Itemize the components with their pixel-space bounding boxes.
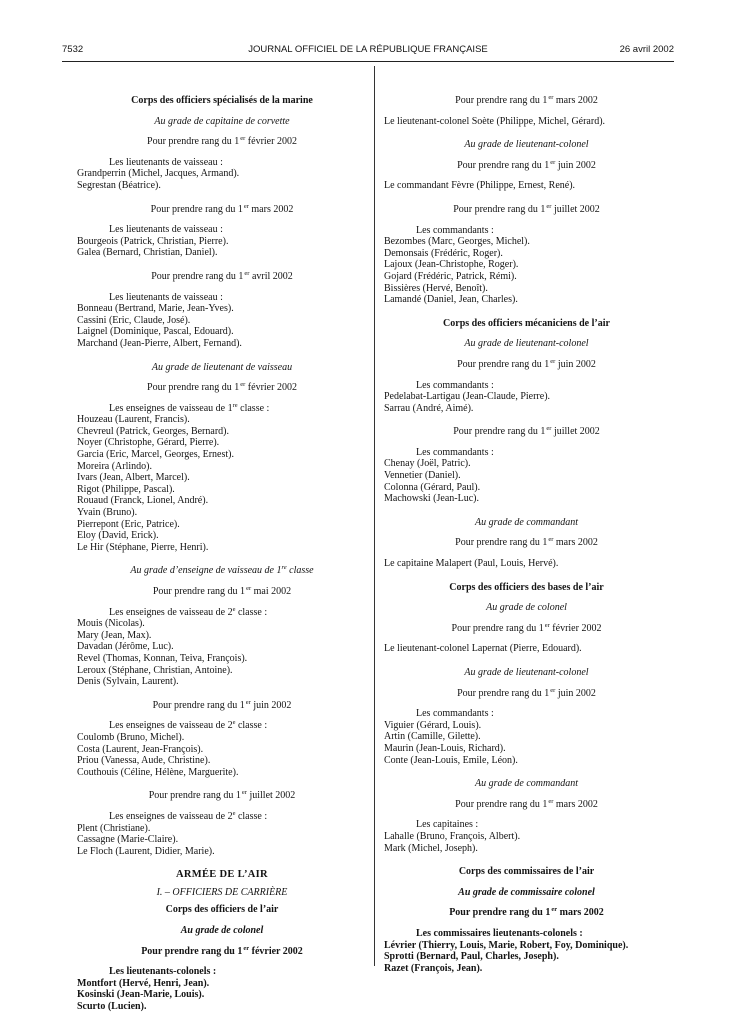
name-entry: Sarrau (André, Aimé).	[384, 402, 474, 414]
name-list	[384, 458, 669, 504]
name-entry: Montfort (Hervé, Henri, Jean).	[77, 977, 210, 989]
name-entry: Chevreul (Patrick, Georges, Bernard).	[77, 425, 229, 437]
name-entry: Rigot (Philippe, Pascal).	[77, 483, 175, 495]
grade-heading: Au grade de lieutenant de vaisseau	[151, 361, 293, 373]
name-entry: Coulomb (Bruno, Michel).	[77, 731, 185, 743]
name-entry: Plent (Christiane).	[77, 822, 151, 834]
journal-title: JOURNAL OFFICIEL DE LA RÉPUBLIQUE FRANÇAISE	[248, 44, 488, 55]
rang-line: Pour prendre rang du 1er mars 2002	[455, 536, 598, 549]
list-intro: Les commandants :	[416, 708, 494, 720]
list-intro: Les lieutenants de vaisseau :	[109, 291, 223, 303]
name-entry: Galea (Bernard, Christian, Daniel).	[77, 247, 218, 259]
grade-heading: Au grade de commandant	[474, 778, 579, 790]
rang-line: Pour prendre rang du 1er mars 2002	[150, 202, 294, 215]
rang-line: Pour prendre rang du 1er février 2002	[147, 381, 297, 394]
name-entry: Mark (Michel, Joseph).	[384, 842, 478, 854]
grade-heading: Au grade de commissaire colonel	[458, 886, 595, 898]
list-intro: Les commandants :	[416, 379, 494, 391]
corps-heading: Corps des officiers mécaniciens de l’air	[443, 317, 610, 329]
name-entry: Colonna (Gérard, Paul).	[384, 481, 481, 493]
rang-line: Pour prendre rang du 1er juin 2002	[152, 698, 292, 711]
name-entry: Le lieutenant-colonel Lapernat (Pierre, Edouard).	[384, 643, 582, 655]
name-entry: Bourgeois (Patrick, Christian, Pierre).	[77, 235, 229, 247]
corps-heading: Corps des commissaires de l’air	[458, 866, 595, 878]
column-divider	[374, 66, 375, 966]
section-title: ARMÉE DE L’AIR	[176, 869, 268, 881]
name-entry: Cassagne (Marie-Claire).	[77, 834, 179, 846]
name-entry: Sprotti (Bernard, Paul, Charles, Joseph).	[384, 951, 559, 963]
name-entry: Mary (Jean, Max).	[77, 629, 152, 641]
name-list	[384, 831, 669, 854]
name-entry: Machowski (Jean-Luc).	[384, 493, 479, 505]
name-entry: Costa (Laurent, Jean-François).	[77, 743, 204, 755]
rang-line: Pour prendre rang du 1er juin 2002	[457, 357, 596, 370]
name-entry: Lévrier (Thierry, Louis, Marie, Robert, Foy, Dominique).	[384, 939, 629, 951]
grade-heading: Au grade d’enseigne de vaisseau de 1re classe	[130, 564, 314, 577]
page-header	[62, 44, 674, 60]
rang-line: Pour prendre rang du 1er juin 2002	[457, 686, 596, 699]
rang-line: Pour prendre rang du 1er juin 2002	[457, 158, 596, 171]
name-list	[77, 414, 367, 553]
name-entry: Houzeau (Laurent, Francis).	[77, 414, 190, 426]
name-entry: Marchand (Jean-Pierre, Albert, Fernand).	[77, 337, 242, 349]
name-entry: Noyer (Christophe, Gérard, Pierre).	[77, 437, 220, 449]
name-entry: Laignel (Dominique, Pascal, Edouard).	[77, 326, 234, 338]
list-intro: Les lieutenants de vaisseau :	[109, 156, 223, 168]
name-list	[77, 732, 367, 778]
name-entry: Bezombes (Marc, Georges, Michel).	[384, 236, 530, 248]
rang-line: Pour prendre rang du 1er juillet 2002	[453, 425, 600, 438]
name-entry: Cassini (Eric, Claude, José).	[77, 314, 191, 326]
rang-line: Pour prendre rang du 1er juillet 2002	[453, 202, 600, 215]
rang-line: Pour prendre rang du 1er mai 2002	[152, 585, 292, 597]
name-entry: Artin (Camille, Gilette).	[384, 731, 481, 743]
rang-line: Pour prendre rang du 1er mars 2002	[455, 94, 598, 106]
name-entry: Maurin (Jean-Louis, Richard).	[384, 742, 506, 754]
right-column	[384, 95, 669, 983]
name-entry: Lahalle (Bruno, François, Albert).	[384, 830, 521, 842]
grade-heading: Au grade de commandant	[474, 516, 579, 528]
name-entry: Ivars (Jean, Albert, Marcel).	[77, 472, 190, 484]
name-entry: Le Hir (Stéphane, Pierre, Henri).	[77, 541, 209, 553]
list-intro: Les enseignes de vaisseau de 2e classe :	[109, 719, 268, 732]
grade-heading: Au grade de lieutenant-colonel	[464, 139, 589, 151]
name-entry: Davadan (Jérôme, Luc).	[77, 641, 174, 653]
left-column	[77, 95, 367, 1025]
page-number: 7532	[62, 44, 84, 55]
name-list	[77, 823, 367, 858]
corps-heading: Corps des officiers spécialisés de la marine	[131, 95, 313, 106]
name-entry: Le commandant Fèvre (Philippe, Ernest, René).	[384, 180, 576, 192]
name-entry: Denis (Sylvain, Laurent).	[77, 676, 179, 688]
list-intro: Les enseignes de vaisseau de 2e classe :	[109, 809, 268, 822]
name-list	[384, 940, 669, 975]
name-entry: Mouis (Nicolas).	[77, 618, 145, 630]
name-list	[384, 391, 669, 414]
name-entry: Viguier (Gérard, Louis).	[384, 719, 482, 731]
list-intro: Les capitaines :	[416, 819, 479, 831]
name-entry: Le lieutenant-colonel Soète (Philippe, Michel, Gérard).	[384, 115, 606, 127]
grade-heading: Au grade de lieutenant-colonel	[464, 338, 589, 350]
name-entry: Chenay (Joël, Patric).	[384, 458, 471, 470]
name-entry: Garcia (Eric, Marcel, Georges, Ernest).	[77, 449, 234, 461]
name-entry: Scurto (Lucien).	[77, 1001, 147, 1013]
list-intro: Les commandants :	[416, 224, 494, 236]
name-list	[77, 236, 367, 259]
name-entry: Bonneau (Bertrand, Marie, Jean-Yves).	[77, 303, 234, 315]
name-entry: Eloy (David, Erick).	[77, 530, 159, 542]
corps-heading: Corps des officiers des bases de l’air	[449, 581, 604, 593]
name-list	[77, 168, 367, 191]
rang-line: Pour prendre rang du 1er avril 2002	[151, 269, 293, 282]
name-list	[384, 236, 669, 306]
name-entry: Kosinski (Jean-Marie, Louis).	[77, 989, 205, 1001]
name-entry: Pedelabat-Lartigau (Jean-Claude, Pierre).	[384, 391, 551, 403]
name-entry: Grandperrin (Michel, Jacques, Armand).	[77, 168, 240, 180]
name-entry: Priou (Vanessa, Aude, Christine).	[77, 755, 211, 767]
name-entry: Le Floch (Laurent, Didier, Marie).	[77, 845, 215, 857]
publication-date: 26 avril 2002	[619, 44, 674, 55]
name-entry: Revel (Thomas, Konnan, Teiva, François).	[77, 652, 248, 664]
grade-heading: Au grade de capitaine de corvette	[154, 115, 290, 127]
list-intro: Les lieutenants-colonels :	[109, 966, 217, 978]
name-entry: Gojard (Frédéric, Patrick, Rémi).	[384, 270, 517, 282]
name-list	[77, 303, 367, 349]
name-list	[77, 978, 367, 1013]
list-intro: Les commissaires lieutenants-colonels :	[416, 927, 583, 939]
rang-line: Pour prendre rang du 1er février 2002	[451, 621, 602, 634]
name-entry: Moreira (Arlindo).	[77, 460, 152, 472]
name-list	[77, 618, 367, 688]
grade-heading: Au grade de colonel	[180, 925, 264, 937]
rang-line: Pour prendre rang du 1er mars 2002	[455, 797, 598, 810]
list-intro: Les enseignes de vaisseau de 2e classe :	[109, 605, 268, 618]
grade-heading: Au grade de lieutenant-colonel	[464, 667, 589, 678]
name-list	[384, 720, 669, 766]
name-entry: Pierrepont (Eric, Patrice).	[77, 518, 180, 530]
name-entry: Le capitaine Malapert (Paul, Louis, Hervé).	[384, 558, 559, 570]
grade-heading: Au grade de colonel	[486, 602, 567, 614]
rang-line: Pour prendre rang du 1er juillet 2002	[148, 789, 296, 802]
name-entry: Razet (François, Jean).	[384, 962, 483, 974]
list-intro: Les commandants :	[416, 446, 494, 458]
name-entry: Yvain (Bruno).	[77, 507, 138, 519]
name-entry: Segrestan (Béatrice).	[77, 179, 161, 191]
name-entry: Conte (Jean-Louis, Emile, Léon).	[384, 754, 518, 766]
name-entry: Couthouis (Céline, Hélène, Marguerite).	[77, 766, 239, 778]
name-entry: Rouaud (Franck, Lionel, André).	[77, 495, 209, 507]
rang-line: Pour prendre rang du 1er mars 2002	[449, 906, 604, 919]
name-entry: Leroux (Stéphane, Christian, Antoine).	[77, 664, 233, 676]
rang-line: Pour prendre rang du 1er février 2002	[141, 944, 303, 957]
name-entry: Lajoux (Jean-Christophe, Roger).	[384, 259, 519, 271]
section-subtitle: I. – OFFICIERS DE CARRIÈRE	[156, 886, 288, 898]
corps-heading: Corps des officiers de l’air	[165, 904, 279, 916]
name-entry: Demonsais (Frédéric, Roger).	[384, 247, 503, 259]
rang-line: Pour prendre rang du 1er février 2002	[147, 135, 297, 148]
name-entry: Lamandé (Daniel, Jean, Charles).	[384, 294, 518, 306]
list-intro: Les lieutenants de vaisseau :	[109, 224, 223, 236]
list-intro: Les enseignes de vaisseau de 1re classe :	[109, 401, 270, 414]
name-entry: Vennetier (Daniel).	[384, 470, 461, 482]
header-rule	[62, 61, 674, 62]
name-entry: Bissières (Hervé, Benoît).	[384, 282, 488, 294]
